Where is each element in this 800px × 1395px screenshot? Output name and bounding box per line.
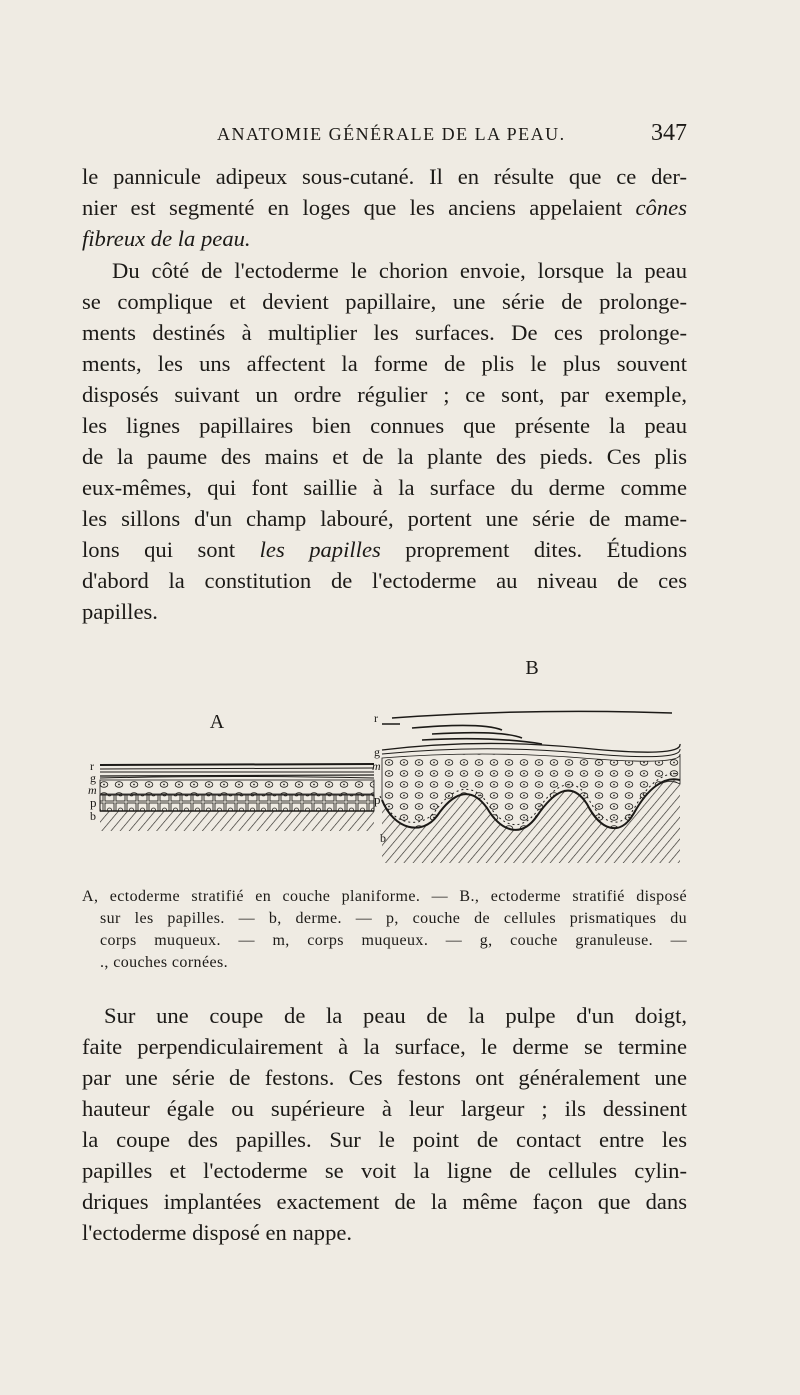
italic-term: fibreux de la peau. <box>82 226 251 251</box>
figure-label-b: B <box>525 658 539 679</box>
figure-a-letter: p <box>90 795 97 810</box>
text-line: par une série de festons. Ces festons ont généralement une <box>82 1065 687 1090</box>
text-line <box>82 534 687 565</box>
text-line: ments destinés à multiplier les surfaces. De ces prolonge- <box>82 320 687 345</box>
figure-b-letter: p <box>374 792 381 807</box>
text-span: lons qui sont <box>82 537 260 562</box>
text-line: Du côté de l'ectoderme le chorion envoie, lorsque la peau <box>112 258 687 283</box>
page-header <box>82 122 687 152</box>
caption-line: sur les papilles. — b, derme. — p, couche de cellules prismatiques du <box>100 910 687 927</box>
caption-line: corps muqueux. — m, corps muqueux. — g, couche granuleuse. — <box>100 932 687 949</box>
text-line: de la paume des mains et de la plante des pieds. Ces plis <box>82 444 687 469</box>
text-line: les lignes papillaires bien connues que présente la peau <box>82 413 687 438</box>
page-number: 347 <box>651 120 687 146</box>
figure-b-letter: b <box>380 831 386 845</box>
text-line: disposés suivant un ordre régulier ; ce sont, par exemple, <box>82 382 687 407</box>
text-span: nier est segmenté en loges que les anciens appelaient <box>82 195 636 220</box>
figure-a-letter: r <box>90 759 94 773</box>
figure-b-letter: m <box>372 759 381 773</box>
italic-term: les papilles <box>259 537 381 562</box>
figure-a-letter: g <box>90 771 96 785</box>
text-line: papilles. <box>82 599 158 624</box>
text-line: se complique et devient papillaire, une série de prolonge- <box>82 289 687 314</box>
text-line <box>82 192 687 223</box>
text-line: les sillons d'un champ labouré, portent une série de mame- <box>82 506 687 531</box>
paragraph-3 <box>82 1000 687 1248</box>
figure-label-a: A <box>209 711 225 733</box>
caption-line: ., couches cornées. <box>100 954 228 971</box>
figure-b-letter: r <box>374 711 378 725</box>
text-line: papilles et l'ectoderme se voit la ligne de cellules cylin- <box>82 1158 687 1183</box>
text-line: eux-mêmes, qui font saillie à la surface du derme comme <box>82 475 687 500</box>
paragraph-1 <box>82 161 687 254</box>
figure-a-letter: b <box>90 809 96 823</box>
paragraph-2 <box>82 255 687 627</box>
ectoderm-figure <box>82 658 692 873</box>
running-head: ANATOMIE GÉNÉRALE DE LA PEAU. <box>217 124 566 144</box>
figure-a-drawing <box>100 764 374 831</box>
text-line: la coupe des papilles. Sur le point de contact entre les <box>82 1127 687 1152</box>
text-line: driques implantées exactement de la même façon que dans <box>82 1189 687 1214</box>
text-line: le pannicule adipeux sous-cutané. Il en résulte que ce der- <box>82 164 687 189</box>
text-span: proprement dites. Étudions <box>380 537 687 562</box>
text-line: Sur une coupe de la peau de la pulpe d'un doigt, <box>104 1003 687 1028</box>
figure-caption <box>82 886 687 974</box>
italic-term: cônes <box>635 195 687 220</box>
text-line: ments, les uns affectent la forme de plis le plus souvent <box>82 351 687 376</box>
text-line <box>82 223 687 254</box>
caption-line: A, ectoderme stratifié en couche planiforme. — B., ectoderme stratifié disposé <box>82 888 687 905</box>
text-line: hauteur égale ou supérieure à leur largeur ; ils dessinent <box>82 1096 687 1121</box>
figure-b-letter: g <box>374 745 380 759</box>
text-line: l'ectoderme disposé en nappe. <box>82 1220 353 1245</box>
text-line: d'abord la constitution de l'ectoderme au niveau de ces <box>82 568 687 593</box>
text-line: faite perpendiculairement à la surface, le derme se termine <box>82 1034 687 1059</box>
figure-b-drawing <box>380 711 680 863</box>
figure-a-letter: m <box>88 783 97 797</box>
